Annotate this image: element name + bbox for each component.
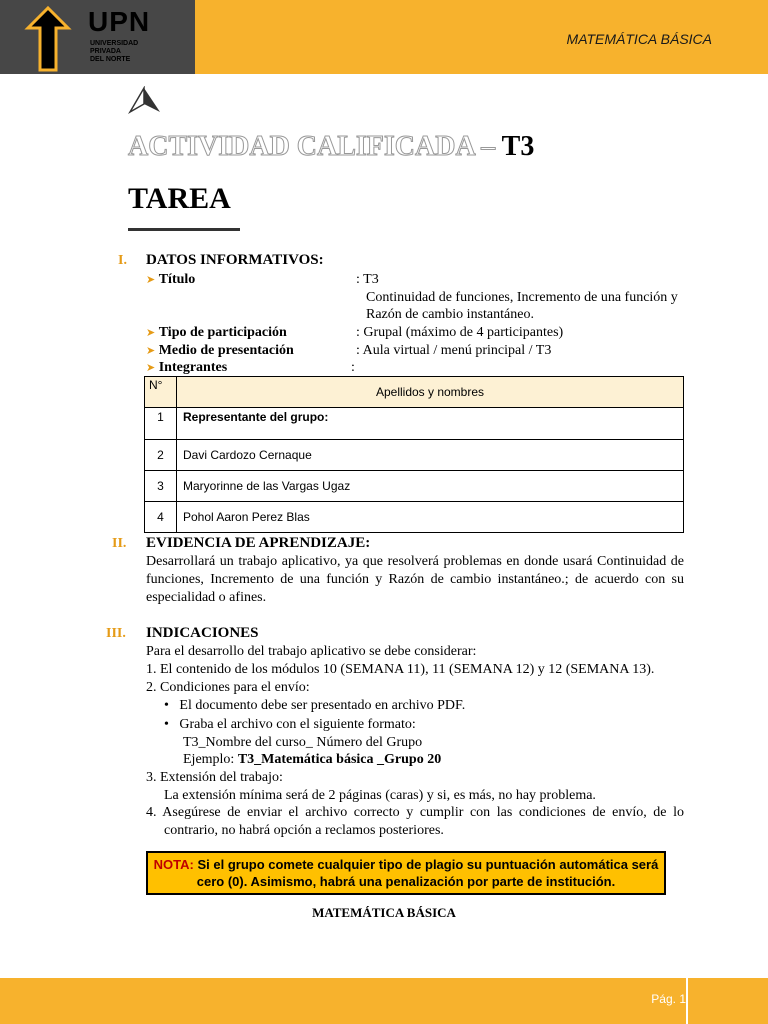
section-3-number: III. bbox=[106, 626, 126, 641]
bullet-dot-icon: • bbox=[164, 717, 169, 732]
info-row-participation: ➤ Tipo de participación bbox=[146, 325, 287, 340]
indication-3-detail: La extensión mínima será de 2 páginas (caras) y si, es más, no hay problema. bbox=[164, 788, 596, 803]
section-2-text: Desarrollará un trabajo aplicativo, ya que resolverá problemas en donde usará Continuidad de funciones, Incremento de una función y Razón de cambio instantáneo.; de acuerdo con su especialidad o afines. bbox=[146, 554, 684, 605]
logo-text: UPN bbox=[88, 6, 151, 37]
title-divider bbox=[128, 228, 240, 231]
indication-3: 3. Extensión del trabajo: bbox=[146, 770, 283, 785]
indication-1: 1. El contenido de los módulos 10 (SEMANA 11), 11 (SEMANA 12) y 12 (SEMANA 13). bbox=[146, 662, 655, 677]
indication-2-bullet-1: • El documento debe ser presentado en archivo PDF. bbox=[164, 698, 466, 713]
plagiarism-note bbox=[146, 851, 666, 895]
table-row bbox=[145, 440, 684, 471]
table-row bbox=[145, 471, 684, 502]
note-text: Si el grupo comete cualquier tipo de plagio su puntuación automática será cero (0). Asimismo, habrá una penalización por parte de institución. bbox=[193, 857, 659, 889]
member-name: Pohol Aaron Perez Blas bbox=[177, 502, 684, 533]
indications-intro: Para el desarrollo del trabajo aplicativo se debe considerar: bbox=[146, 644, 477, 659]
footer-course-title: MATEMÁTICA BÁSICA bbox=[312, 905, 456, 920]
member-name: Davi Cardozo Cernaque bbox=[177, 440, 684, 471]
member-number: 3 bbox=[145, 471, 177, 502]
section-3-title: INDICACIONES bbox=[146, 625, 259, 641]
members-table bbox=[144, 376, 684, 533]
info-value-participation: : Grupal (máximo de 4 participantes) bbox=[356, 325, 564, 340]
activity-title: ACTIVIDAD CALIFICADA – T3 bbox=[128, 131, 535, 162]
upn-logo bbox=[0, 0, 195, 74]
info-value-members: : bbox=[351, 360, 355, 375]
info-title-detail-2: Razón de cambio instantáneo. bbox=[366, 307, 534, 322]
activity-subtitle: TAREA bbox=[128, 182, 231, 215]
section-1-title: DATOS INFORMATIVOS: bbox=[146, 252, 324, 268]
note-label: NOTA: bbox=[153, 857, 194, 872]
navigation-arrow-icon bbox=[128, 86, 162, 116]
member-number: 1 bbox=[145, 408, 177, 440]
indication-4: 4. Asegúrese de enviar el archivo correcto y cumplir con las condiciones de envío, de lo contrario, no habrá opción a reclamos posteriores. bbox=[146, 805, 684, 838]
page-number: Pág. 1 bbox=[651, 992, 686, 1006]
section-2-number: II. bbox=[112, 536, 127, 551]
member-number: 2 bbox=[145, 440, 177, 471]
indication-2: 2. Condiciones para el envío: bbox=[146, 680, 310, 695]
header-course-title: MATEMÁTICA BÁSICA bbox=[566, 31, 712, 47]
file-format-example: Ejemplo: T3_Matemática básica _Grupo 20 bbox=[183, 752, 442, 767]
info-title-detail-1: Continuidad de funciones, Incremento de una función y bbox=[366, 290, 678, 305]
section-2-title: EVIDENCIA DE APRENDIZAJE: bbox=[146, 535, 371, 551]
table-header-row bbox=[145, 377, 684, 408]
info-row-medium: ➤ Medio de presentación bbox=[146, 343, 294, 358]
section-1-number: I. bbox=[118, 253, 127, 268]
info-value-medium: : Aula virtual / menú principal / T3 bbox=[356, 343, 552, 358]
arrow-bullet-icon: ➤ bbox=[146, 274, 156, 286]
file-format: T3_Nombre del curso_ Número del Grupo bbox=[183, 735, 423, 750]
activity-code: T3 bbox=[501, 131, 535, 162]
arrow-bullet-icon: ➤ bbox=[146, 345, 156, 357]
logo-subtitle: UNIVERSIDAD PRIVADA DEL NORTE bbox=[90, 40, 139, 63]
member-name: Representante del grupo: bbox=[177, 408, 684, 440]
upn-arrow-icon bbox=[8, 0, 88, 74]
member-name: Maryorinne de las Vargas Ugaz bbox=[177, 471, 684, 502]
arrow-bullet-icon: ➤ bbox=[146, 327, 156, 339]
info-value-title: : T3 bbox=[356, 272, 379, 287]
col-header-number: N° bbox=[145, 377, 177, 408]
info-row-members: ➤ Integrantes bbox=[146, 360, 228, 375]
info-row-title: ➤ Título bbox=[146, 272, 196, 287]
indication-2-bullet-2: • Graba el archivo con el siguiente formato: bbox=[164, 717, 416, 732]
arrow-bullet-icon: ➤ bbox=[146, 362, 156, 374]
member-number: 4 bbox=[145, 502, 177, 533]
table-row bbox=[145, 408, 684, 440]
table-row bbox=[145, 502, 684, 533]
bullet-dot-icon: • bbox=[164, 698, 169, 713]
footer-divider bbox=[686, 978, 688, 1024]
col-header-names: Apellidos y nombres bbox=[177, 377, 684, 408]
